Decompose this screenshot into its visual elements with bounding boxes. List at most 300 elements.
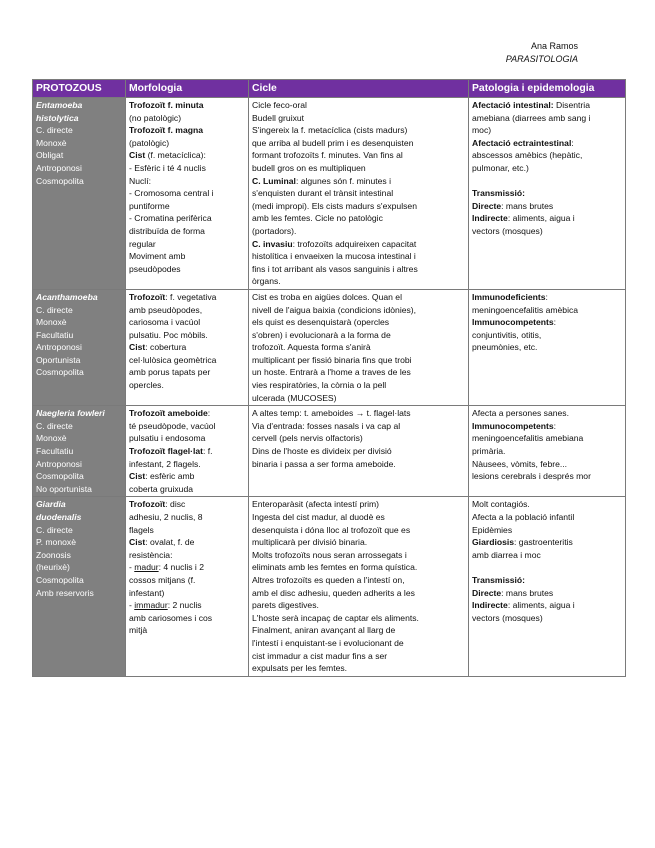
trait-item: Facultatiu: [36, 329, 74, 340]
text-line: [252, 200, 465, 213]
text-line: [129, 498, 245, 511]
text-line: [472, 498, 622, 511]
text-line: [472, 458, 622, 471]
line-text: trofozoït. Aquesta forma s'anirà: [252, 342, 371, 353]
text-line: [129, 149, 245, 162]
trait-item: (heurixè): [36, 562, 70, 573]
line-text: parets digestives.: [252, 600, 319, 611]
text-line: [252, 263, 465, 276]
text-line: [472, 470, 622, 483]
bold-term: Cist: [129, 471, 146, 482]
line-text: amb porus tapats per: [129, 367, 211, 378]
text-line: [129, 175, 245, 188]
text-line: [472, 420, 622, 433]
text-line: [472, 99, 622, 112]
pathology-cell: [469, 406, 626, 497]
line-text: lesions cerebrals i després mor: [472, 471, 591, 482]
trait-item: C. directe: [36, 125, 73, 136]
line-text: : mans brutes: [501, 200, 554, 211]
line-text: Enteroparàsit (afecta intestí prim): [252, 499, 380, 510]
bold-term: Transmissió:: [472, 574, 526, 585]
trait-item: C. directe: [36, 524, 73, 535]
text-line: [252, 650, 465, 663]
text-line: [252, 275, 465, 288]
line-text: opercles.: [129, 380, 164, 391]
line-text: adhesiu, 2 nuclis, 8: [129, 512, 203, 522]
line-text: amb el disc adhesiu, queden adherits a les: [252, 587, 415, 598]
line-text: :: [571, 137, 574, 148]
trait-item: Antroponosi: [36, 162, 82, 173]
text-line: [129, 561, 245, 574]
text-line: [129, 99, 245, 112]
trait-item: Amb reservoris: [36, 587, 94, 598]
text-line: [252, 175, 465, 188]
table-row: [33, 98, 626, 290]
trait-item: Cosmopolita: [36, 574, 84, 585]
text-line: [129, 341, 245, 354]
line-text: Disentria: [553, 100, 590, 110]
line-text: pseudòpodes: [129, 263, 181, 274]
protozoa-cell: [33, 289, 126, 405]
protozoa-table: [32, 79, 626, 677]
trait-item: P. monoxè: [36, 537, 76, 548]
line-text: resistència:: [129, 549, 173, 560]
text-line: [129, 511, 245, 524]
line-text: Afecta a persones sanes.: [472, 408, 569, 419]
bold-term: Trofozoït: [129, 499, 166, 510]
line-text: vectors (mosques): [472, 612, 543, 623]
line-text: cervell (pels nervis olfactoris): [252, 433, 363, 444]
line-text: infestant, 2 flagels.: [129, 458, 201, 469]
text-line: [252, 379, 465, 392]
line-text: formant trofozoïts f. minutes. Van fins al: [252, 150, 403, 161]
line-text: (f. metacíclica):: [145, 150, 206, 161]
bold-term: C. Luminal: [252, 175, 296, 186]
trait-item: Cosmopolita: [36, 471, 84, 482]
line-text: Molt contagiós.: [472, 499, 530, 510]
line-text: Dins de l'hoste es divideix per divisió: [252, 446, 392, 457]
bold-term: Trofozoït ameboide: [129, 408, 208, 419]
text-line: [129, 124, 245, 137]
line-text: histolítica i envaeixen la mucosa intestinal i: [252, 251, 416, 262]
line-text: (patològic): [129, 137, 170, 148]
protozoa-cell: [33, 98, 126, 290]
text-line: [129, 432, 245, 445]
line-text: amb cariosomes i cos: [129, 612, 213, 623]
text-line: [252, 637, 465, 650]
morphology-cell: [126, 289, 249, 405]
line-text: Budell gruixut: [252, 112, 305, 123]
line-text: un hoste. Entrarà a l'home a traves de les: [252, 367, 411, 378]
line-text: - Esfèric i té 4 nuclis: [129, 162, 206, 173]
trait-item: No oportunista: [36, 483, 92, 494]
line-text: Epidèmies: [472, 524, 513, 535]
line-text: multiplicarà per divisió binaria.: [252, 537, 368, 548]
cycle-cell: [249, 497, 469, 676]
line-text: cariosoma i vacúol: [129, 317, 201, 328]
pathology-cell: [469, 98, 626, 290]
bold-term: Trofozoït f. minuta: [129, 100, 204, 110]
species-name: Naegleria fowleri: [36, 408, 105, 419]
line-text: amebiana (diarrees amb sang i: [472, 112, 591, 123]
author-name: Ana Ramos: [530, 41, 578, 51]
text-line: [472, 225, 622, 238]
line-text: S'ingereix la f. metacíclica (cists madurs): [252, 125, 408, 136]
bold-term: Cist: [129, 342, 146, 353]
text-line: [252, 536, 465, 549]
trait-item: C. directe: [36, 420, 73, 431]
text-line: [252, 250, 465, 263]
protozoa-cell: [33, 406, 126, 497]
text-line: [252, 458, 465, 471]
line-text: Finalment, aniran avançant al llarg de: [252, 625, 396, 636]
text-line: [252, 561, 465, 574]
text-line: [472, 200, 622, 213]
text-line: [472, 445, 622, 458]
line-text: amb les femtes. Cicle no patològic: [252, 213, 383, 224]
line-text: primària.: [472, 446, 506, 457]
text-line: [252, 124, 465, 137]
trait-item: Monoxè: [36, 137, 67, 148]
text-line: [252, 366, 465, 379]
line-text: Nuclí:: [129, 175, 151, 186]
bold-term: Cist: [129, 537, 146, 548]
text-line: [252, 511, 465, 524]
text-line: [252, 354, 465, 367]
bold-term: Trofozoït f. magna: [129, 125, 203, 136]
line-text: regular: [129, 238, 156, 249]
table-header-row: [33, 80, 626, 98]
text-line: [129, 379, 245, 392]
text-line: [472, 549, 622, 562]
subject-title: PARASITOLOGIA: [505, 54, 578, 64]
text-line: [252, 137, 465, 150]
line-text: Molts trofozoïts nous seran arrossegats i: [252, 549, 407, 560]
line-text: : disc: [165, 499, 186, 510]
text-line: [129, 599, 245, 612]
line-text: A altes temp: t. ameboides → t. flagel·lats: [252, 408, 411, 419]
text-line: [129, 483, 245, 496]
line-text: meningoencefalitis amebiana: [472, 433, 584, 444]
species-name: histolytica: [36, 112, 79, 123]
text-line: [252, 392, 465, 405]
line-text: abscessos amèbics (hepàtic,: [472, 150, 583, 161]
line-text: (medi impropi). Els cists madurs s'expulsen: [252, 200, 417, 211]
line-text: L'hoste serà incapaç de captar els aliments.: [252, 612, 419, 623]
document-header: [506, 40, 578, 66]
text-line: [472, 187, 622, 200]
text-line: [129, 329, 245, 342]
text-line: [252, 238, 465, 251]
line-text: : mans brutes: [501, 587, 554, 598]
text-line: [129, 549, 245, 562]
text-line: [252, 99, 465, 112]
trait-item: C. directe: [36, 304, 73, 315]
line-text: meningoencefalitis amèbica: [472, 304, 579, 315]
text-line: [252, 112, 465, 125]
line-text: eliminats amb les femtes en forma quística.: [252, 562, 418, 573]
bold-term: Indirecte: [472, 213, 508, 224]
line-text: :: [207, 408, 211, 419]
text-line: [252, 225, 465, 238]
blank-line: [472, 175, 622, 188]
text-line: [129, 524, 245, 537]
line-text: : 4 nuclis i 2: [158, 562, 204, 573]
morphology-cell: [126, 497, 249, 676]
species-name: Giardia: [36, 499, 66, 510]
cycle-cell: [249, 406, 469, 497]
trait-item: Antroponosi: [36, 342, 82, 353]
text-line: [252, 162, 465, 175]
pathology-cell: [469, 289, 626, 405]
text-line: [252, 407, 465, 420]
line-text: (portadors).: [252, 225, 297, 236]
text-line: [472, 212, 622, 225]
line-text: amb pseudòpodes,: [129, 304, 203, 315]
text-line: [252, 624, 465, 637]
text-line: [129, 470, 245, 483]
trait-item: Antroponosi: [36, 458, 82, 469]
line-text: desenquista i dóna lloc al trofozoït que es: [252, 524, 411, 535]
text-line: [252, 587, 465, 600]
trait-item: Cosmopolita: [36, 175, 84, 186]
text-line: [252, 498, 465, 511]
text-line: [129, 187, 245, 200]
text-line: [472, 574, 622, 587]
line-text: (no patològic): [129, 112, 182, 123]
bold-term: Trofozoït flagel·lat: [129, 446, 203, 457]
line-text: s'enquisten durant el trànsit intestinal: [252, 188, 394, 199]
text-line: [252, 445, 465, 458]
line-text: mitjà: [129, 625, 148, 636]
underlined-term: madur: [134, 562, 159, 573]
text-line: [472, 341, 622, 354]
text-line: [129, 574, 245, 587]
line-text: que arriba al budell prim i es desenquisten: [252, 137, 414, 148]
line-text: : aliments, aigua i: [507, 600, 575, 611]
bold-term: Trofozoït: [129, 291, 166, 302]
bold-term: Transmissió:: [472, 188, 526, 199]
line-text: pulsatiu. Poc mòbils.: [129, 329, 208, 340]
text-line: [129, 536, 245, 549]
text-line: [252, 291, 465, 304]
line-text: cel·lulòsica geomètrica: [129, 354, 217, 365]
line-text: cist immadur a cist madur fins a ser: [252, 650, 388, 661]
text-line: [472, 304, 622, 317]
text-line: [129, 112, 245, 125]
line-text: : esfèric amb: [145, 471, 195, 482]
line-text: : ovalat, f. de: [145, 537, 195, 548]
line-text: Ingesta del cist madur, al duodè es: [252, 512, 385, 522]
trait-item: Cosmopolita: [36, 367, 84, 378]
underlined-term: immadur: [134, 600, 168, 611]
column-header-patologia: Patologia i epidemologia: [469, 80, 626, 98]
line-text: infestant): [129, 587, 165, 598]
line-prefix: -: [129, 600, 135, 611]
text-line: [129, 200, 245, 213]
text-line: [252, 524, 465, 537]
text-line: [129, 624, 245, 637]
line-text: Moviment amb: [129, 251, 186, 262]
text-line: [252, 149, 465, 162]
text-line: [129, 212, 245, 225]
line-text: binaria i passa a ser forma ameboide.: [252, 458, 396, 469]
text-line: [129, 420, 245, 433]
line-text: vies respiratòries, la còrnia o la pell: [252, 380, 387, 391]
text-line: [129, 304, 245, 317]
line-text: : gastroenteritis: [514, 537, 573, 548]
text-line: [252, 341, 465, 354]
line-text: Altres trofozoïts es queden a l'intestí on,: [252, 574, 405, 585]
bold-term: Directe: [472, 587, 502, 598]
table-row: [33, 289, 626, 405]
line-text: - Cromatina perifèrica: [129, 213, 212, 224]
text-line: [252, 420, 465, 433]
line-text: Afecta a la població infantil: [472, 512, 575, 522]
text-line: [252, 316, 465, 329]
line-text: Cicle feco-oral: [252, 100, 307, 110]
line-text: Via d'entrada: fosses nasals i va cap al: [252, 420, 401, 431]
line-text: flagels: [129, 524, 154, 535]
line-text: distribuïda de forma: [129, 225, 205, 236]
pathology-cell: [469, 497, 626, 676]
text-line: [472, 112, 622, 125]
trait-item: Oportunista: [36, 354, 81, 365]
line-text: : aliments, aigua i: [507, 213, 575, 224]
column-header-morfologia: Morfologia: [126, 80, 249, 98]
text-line: [252, 329, 465, 342]
line-text: nivell de l'aigua baixia (condicions idònies),: [252, 304, 417, 315]
species-name: duodenalis: [36, 512, 82, 522]
text-line: [472, 291, 622, 304]
text-line: [129, 250, 245, 263]
line-text: budell gros on es multipliquen: [252, 162, 366, 173]
line-text: : algunes són f. minutes i: [295, 175, 391, 186]
line-text: Cist es troba en aigües dolces. Quan el: [252, 291, 403, 302]
text-line: [472, 432, 622, 445]
column-header-protozous: PROTOZOUS: [33, 80, 126, 98]
text-line: [129, 587, 245, 600]
bold-term: Afectació ectraintestinal: [472, 137, 572, 148]
morphology-cell: [126, 406, 249, 497]
text-line: [129, 137, 245, 150]
text-line: [472, 329, 622, 342]
bold-term: Giardiosis: [472, 537, 515, 548]
protozoa-cell: [33, 497, 126, 676]
table-row: [33, 497, 626, 676]
text-line: [472, 587, 622, 600]
line-text: : f.: [203, 446, 213, 457]
line-text: Nàusees, vòmits, febre...: [472, 458, 568, 469]
line-text: l'intestí i enquistant-se i evolucionant de: [252, 637, 404, 648]
text-line: [252, 549, 465, 562]
text-line: [472, 536, 622, 549]
line-text: té pseudòpode, vacúol: [129, 420, 216, 431]
line-text: ulcerada (MUCOSES): [252, 392, 337, 403]
text-line: [472, 599, 622, 612]
line-text: : cobertura: [145, 342, 187, 353]
line-text: expulsats per les femtes.: [252, 663, 348, 674]
line-text: pulsatiu i endosoma: [129, 433, 206, 444]
line-text: coberta gruixuda: [129, 483, 194, 494]
trait-item: Obligat: [36, 150, 64, 161]
text-line: [252, 432, 465, 445]
text-line: [129, 407, 245, 420]
text-line: [252, 662, 465, 675]
line-text: òrgans.: [252, 276, 281, 287]
text-line: [472, 316, 622, 329]
blank-line: [472, 561, 622, 574]
column-header-cicle: Cicle: [249, 80, 469, 98]
text-line: [129, 291, 245, 304]
bold-term: Cist: [129, 150, 146, 161]
species-name: Acanthamoeba: [36, 291, 98, 302]
line-text: pneumònies, etc.: [472, 342, 538, 353]
text-line: [129, 612, 245, 625]
text-line: [472, 407, 622, 420]
line-text: multiplicant per fissió binaria fins que trobi: [252, 354, 412, 365]
text-line: [252, 612, 465, 625]
bold-term: Afectació intestinal:: [472, 100, 554, 110]
text-line: [129, 354, 245, 367]
text-line: [472, 511, 622, 524]
text-line: [472, 137, 622, 150]
bold-term: Directe: [472, 200, 502, 211]
text-line: [472, 612, 622, 625]
bold-term: Immunodeficients: [472, 291, 546, 302]
table-row: [33, 406, 626, 497]
text-line: [252, 599, 465, 612]
line-text: amb diarrea i moc: [472, 549, 541, 560]
trait-item: Zoonosis: [36, 549, 71, 560]
text-line: [129, 366, 245, 379]
line-text: :: [545, 291, 548, 302]
line-text: vectors (mosques): [472, 225, 543, 236]
line-text: els quist es desenquistarà (opercles: [252, 317, 390, 328]
line-prefix: -: [129, 562, 135, 573]
text-line: [472, 149, 622, 162]
text-line: [252, 212, 465, 225]
bold-term: Immunocompetents: [472, 317, 554, 328]
line-text: s'obren) i evolucionarà a la forma de: [252, 329, 391, 340]
line-text: - Cromosoma central i: [129, 188, 214, 199]
text-line: [129, 162, 245, 175]
text-line: [129, 238, 245, 251]
line-text: : trofozoïts adquireixen capacitat: [292, 238, 417, 249]
line-text: fins i tot arribant als vasos sanguinis i altres: [252, 263, 418, 274]
line-text: moc): [472, 125, 492, 136]
text-line: [472, 162, 622, 175]
trait-item: Monoxè: [36, 317, 67, 328]
line-text: :: [553, 317, 557, 328]
bold-term: Indirecte: [472, 600, 508, 611]
text-line: [252, 304, 465, 317]
text-line: [252, 574, 465, 587]
species-name: Entamoeba: [36, 100, 83, 110]
bold-term: Immunocompetents: [472, 420, 554, 431]
cycle-cell: [249, 289, 469, 405]
bold-term: C. invasiu: [252, 238, 293, 249]
text-line: [252, 187, 465, 200]
line-text: conjuntivitis, otitis,: [472, 329, 542, 340]
text-line: [472, 124, 622, 137]
trait-item: Facultatiu: [36, 446, 74, 457]
text-line: [129, 458, 245, 471]
text-line: [129, 445, 245, 458]
morphology-cell: [126, 98, 249, 290]
line-text: :: [553, 420, 557, 431]
line-text: cossos mitjans (f.: [129, 574, 196, 585]
